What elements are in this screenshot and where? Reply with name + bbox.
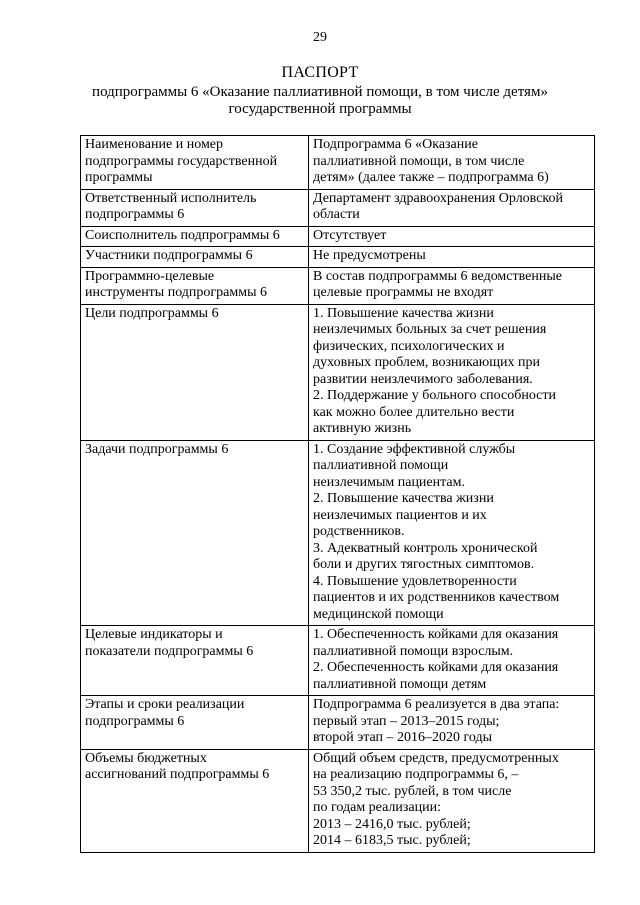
- cell-text-line: Программно-целевые: [85, 268, 215, 284]
- row-value-cell: [309, 749, 595, 852]
- cell-text-line: подпрограммы 6: [85, 713, 185, 729]
- cell-text-line: Объемы бюджетных: [85, 750, 207, 766]
- cell-text-line: медицинской помощи: [313, 606, 444, 622]
- cell-text-line: области: [313, 207, 360, 222]
- cell-text-line: Ответственный исполнитель: [85, 190, 257, 206]
- cell-text-line: неизлечимых больных за счет решения: [313, 322, 547, 337]
- cell-text-line: Подпрограмма 6 «Оказание: [313, 137, 478, 152]
- cell-text-line: 2013 – 2416,0 тыс. рублей;: [313, 816, 471, 832]
- cell-text-line: 2. Поддержание у больного способности: [313, 388, 557, 403]
- table-row: [81, 696, 595, 750]
- row-label-cell: [81, 247, 309, 268]
- cell-text-line: Подпрограмма 6 реализуется в два этапа:: [313, 697, 560, 712]
- cell-text-line: инструменты подпрограммы 6: [85, 285, 267, 300]
- cell-text-line: первый этап – 2013–2015 годы;: [313, 713, 500, 729]
- row-value-cell: [309, 304, 595, 440]
- row-label-cell: [81, 267, 309, 304]
- table-row: [81, 626, 595, 696]
- cell-text-line: подпрограммы 6: [85, 207, 185, 222]
- subtitle-line: государственной программы: [228, 101, 412, 117]
- row-value-cell: [309, 136, 595, 190]
- cell-text-line: программы: [85, 170, 153, 185]
- table-row: [81, 189, 595, 226]
- cell-text-line: Не предусмотрены: [313, 248, 426, 263]
- cell-text-line: паллиативной помощи, в том числе: [313, 153, 525, 169]
- table-row: [81, 226, 595, 247]
- cell-text-line: родственников.: [313, 524, 405, 539]
- cell-text-line: неизлечимых пациентов и их: [313, 507, 487, 523]
- cell-text-line: 2. Обеспеченность койками для оказания: [313, 660, 559, 675]
- table-row: [81, 247, 595, 268]
- cell-text-line: детям» (далее также – подпрограмма 6): [313, 170, 549, 185]
- document-title: ПАСПОРТ: [281, 64, 359, 81]
- cell-text-line: физических, психологических и: [313, 338, 505, 354]
- cell-text-line: 1. Создание эффективной службы: [313, 441, 516, 457]
- row-value-cell: [309, 267, 595, 304]
- cell-text-line: 1. Повышение качества жизни: [313, 305, 494, 321]
- row-label-cell: [81, 626, 309, 696]
- row-label-cell: [81, 226, 309, 247]
- table-row: [81, 267, 595, 304]
- row-value-cell: [309, 440, 595, 626]
- cell-text-line: Общий объем средств, предусмотренных: [313, 750, 559, 766]
- cell-text-line: Задачи подпрограммы 6: [85, 441, 229, 457]
- cell-text-line: Участники подпрограммы 6: [85, 248, 253, 263]
- cell-text-line: Департамент здравоохранения Орловской: [313, 190, 564, 206]
- row-label-cell: [81, 440, 309, 626]
- row-value-cell: [309, 626, 595, 696]
- cell-text-line: Соисполнитель подпрограммы 6: [85, 227, 280, 243]
- cell-text-line: паллиативной помощи взрослым.: [313, 643, 514, 659]
- cell-text-line: паллиативной помощи детям: [313, 676, 487, 692]
- table-row: [81, 749, 595, 852]
- cell-text-line: Наименование и номер: [85, 137, 224, 152]
- cell-text-line: Отсутствует: [313, 227, 387, 243]
- row-label-cell: [81, 304, 309, 440]
- cell-text-line: как можно более длительно вести: [313, 404, 515, 420]
- table-row: [81, 440, 595, 626]
- cell-text-line: неизлечимым пациентам.: [313, 474, 465, 490]
- cell-text-line: на реализацию подпрограммы 6, –: [313, 767, 519, 782]
- row-value-cell: [309, 247, 595, 268]
- row-value-cell: [309, 696, 595, 750]
- passport-table: [80, 135, 595, 853]
- row-label-cell: [81, 749, 309, 852]
- cell-text-line: по годам реализации:: [313, 800, 441, 815]
- cell-text-line: 1. Обеспеченность койками для оказания: [313, 627, 559, 642]
- cell-text-line: 2. Повышение качества жизни: [313, 491, 494, 506]
- row-label-cell: [81, 696, 309, 750]
- cell-text-line: развитии неизлечимого заболевания.: [313, 371, 533, 387]
- cell-text-line: Цели подпрограммы 6: [85, 305, 219, 321]
- row-value-cell: [309, 226, 595, 247]
- cell-text-line: Целевые индикаторы и: [85, 627, 223, 642]
- table-row: [81, 136, 595, 190]
- cell-text-line: второй этап – 2016–2020 годы: [313, 730, 493, 745]
- cell-text-line: В состав подпрограммы 6 ведомственные: [313, 268, 562, 284]
- cell-text-line: 2014 – 6183,5 тыс. рублей;: [313, 833, 471, 848]
- cell-text-line: духовных проблем, возникающих при: [313, 355, 540, 370]
- cell-text-line: паллиативной помощи: [313, 458, 449, 473]
- document-subtitle: [0, 84, 640, 118]
- row-value-cell: [309, 189, 595, 226]
- cell-text-line: пациентов и их родственников качеством: [313, 590, 560, 605]
- cell-text-line: активную жизнь: [313, 421, 412, 436]
- cell-text-line: 53 350,2 тыс. рублей, в том числе: [313, 783, 512, 799]
- cell-text-line: целевые программы не входят: [313, 285, 494, 300]
- cell-text-line: показатели подпрограммы 6: [85, 643, 254, 659]
- row-label-cell: [81, 189, 309, 226]
- row-label-cell: [81, 136, 309, 190]
- cell-text-line: Этапы и сроки реализации: [85, 697, 245, 712]
- cell-text-line: 4. Повышение удовлетворенности: [313, 573, 517, 589]
- subtitle-line: подпрограммы 6 «Оказание паллиативной помощи, в том числе детям»: [92, 84, 548, 100]
- cell-text-line: боли и других тягостных симптомов.: [313, 557, 535, 572]
- cell-text-line: 3. Адекватный контроль хронической: [313, 540, 538, 556]
- table-row: [81, 304, 595, 440]
- cell-text-line: подпрограммы государственной: [85, 153, 278, 169]
- cell-text-line: ассигнований подпрограммы 6: [85, 767, 270, 782]
- passport-table-body: [81, 136, 595, 853]
- page-number: 29: [313, 30, 327, 45]
